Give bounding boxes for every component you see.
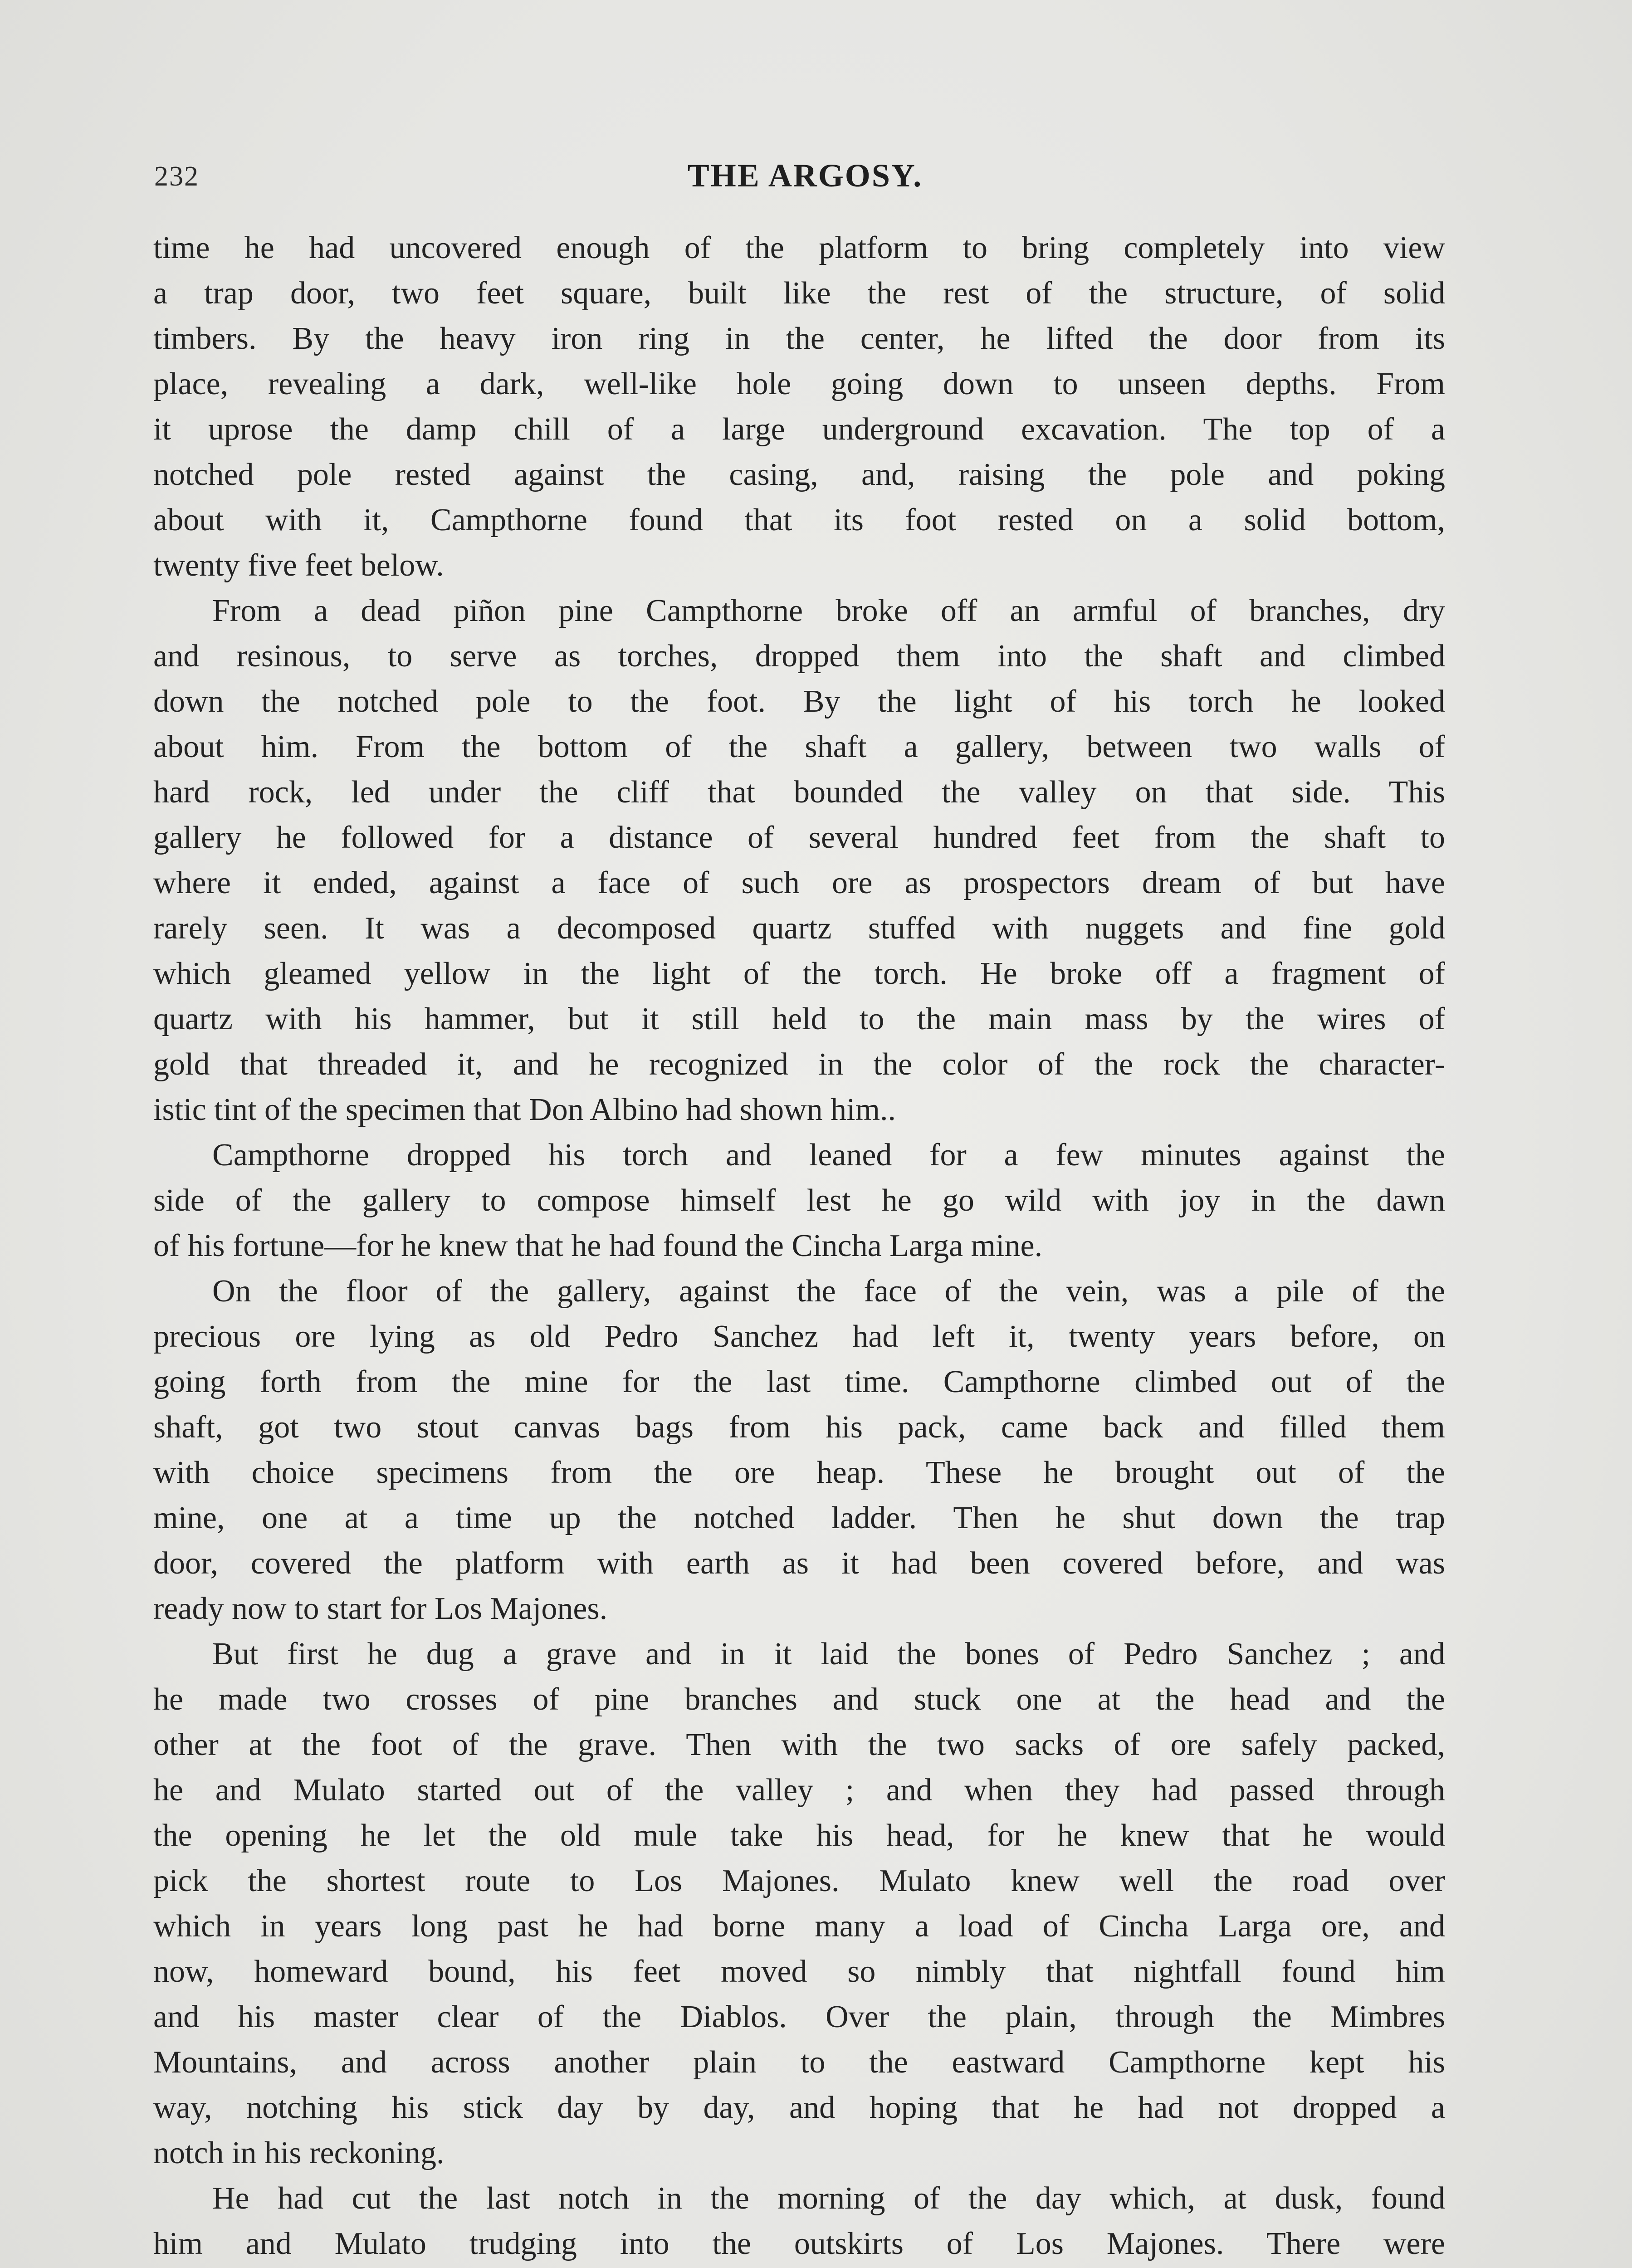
text-line: On the floor of the gallery, against the face of the vein, was a pile of the <box>212 1274 1445 1309</box>
text-line: way, notching his stick day by day, and hoping that he had not dropped a <box>153 2090 1445 2125</box>
text-line: istic tint of the specimen that Don Albino had shown him.. <box>153 1092 896 1127</box>
text-line: which in years long past he had borne many a load of Cincha Larga ore, and <box>153 1909 1445 1944</box>
text-line: with choice specimens from the ore heap. These he brought out of the <box>153 1455 1445 1490</box>
text-line: timbers. By the heavy iron ring in the center, he lifted the door from its <box>153 321 1445 356</box>
text-line: a trap door, two feet square, built like the rest of the structure, of solid <box>153 276 1445 311</box>
text-line: rarely seen. It was a decomposed quartz stuffed with nuggets and fine gold <box>153 911 1445 946</box>
text-line: he and Mulato started out of the valley ; and when they had passed through <box>153 1773 1445 1808</box>
text-line: where it ended, against a face of such ore as prospectors dream of but have <box>153 865 1445 900</box>
text-line: shaft, got two stout canvas bags from his pack, came back and filled them <box>153 1410 1445 1445</box>
text-line: But first he dug a grave and in it laid the bones of Pedro Sanchez ; and <box>212 1637 1445 1672</box>
text-line: quartz with his hammer, but it still held to the main mass by the wires of <box>153 1002 1445 1036</box>
text-line: place, revealing a dark, well-like hole going down to unseen depths. From <box>153 367 1445 401</box>
text-line: he made two crosses of pine branches and stuck one at the head and the <box>153 1682 1445 1717</box>
article-body <box>153 225 1445 2268</box>
text-line: He had cut the last notch in the morning of the day which, at dusk, found <box>212 2181 1445 2216</box>
text-line: side of the gallery to compose himself lest he go wild with joy in the dawn <box>153 1183 1445 1218</box>
text-line: other at the foot of the grave. Then with the two sacks of ore safely packed, <box>153 1727 1445 1762</box>
text-line: now, homeward bound, his feet moved so nimbly that nightfall found him <box>153 1954 1445 1989</box>
text-line: Mountains, and across another plain to the eastward Campthorne kept his <box>153 2045 1445 2080</box>
page-number: 232 <box>154 161 199 192</box>
text-line: From a dead piñon pine Campthorne broke off an armful of branches, dry <box>212 593 1445 628</box>
text-line: and his master clear of the Diablos. Over the plain, through the Mimbres <box>153 1999 1445 2034</box>
text-line: gold that threaded it, and he recognized in the color of the rock the character- <box>153 1047 1445 1082</box>
text-line: going forth from the mine for the last time. Campthorne climbed out of the <box>153 1364 1445 1399</box>
text-line: time he had uncovered enough of the platform to bring completely into view <box>153 230 1445 265</box>
text-line: twenty five feet below. <box>153 548 444 583</box>
running-title: THE ARGOSY. <box>687 157 923 194</box>
text-line: and resinous, to serve as torches, dropped them into the shaft and climbed <box>153 639 1445 674</box>
text-line: hard rock, led under the cliff that bounded the valley on that side. This <box>153 775 1445 810</box>
text-line: which gleamed yellow in the light of the torch. He broke off a fragment of <box>153 956 1445 991</box>
text-line: notched pole rested against the casing, and, raising the pole and poking <box>153 457 1445 492</box>
text-line: precious ore lying as old Pedro Sanchez had left it, twenty years before, on <box>153 1319 1445 1354</box>
text-line: ready now to start for Los Majones. <box>153 1591 608 1626</box>
text-line: about him. From the bottom of the shaft a gallery, between two walls of <box>153 729 1445 764</box>
text-line: pick the shortest route to Los Majones. Mulato knew well the road over <box>153 1863 1445 1898</box>
text-line: of his fortune—for he knew that he had found the Cincha Larga mine. <box>153 1228 1043 1263</box>
text-line: the opening he let the old mule take his head, for he knew that he would <box>153 1818 1445 1853</box>
text-line: about with it, Campthorne found that its foot rested on a solid bottom, <box>153 503 1445 538</box>
text-line: gallery he followed for a distance of several hundred feet from the shaft to <box>153 820 1445 855</box>
text-line: him and Mulato trudging into the outskirts of Los Majones. There were <box>153 2226 1445 2261</box>
text-line: door, covered the platform with earth as it had been covered before, and was <box>153 1546 1445 1581</box>
text-line: down the notched pole to the foot. By the light of his torch he looked <box>153 684 1445 719</box>
text-line: mine, one at a time up the notched ladder. Then he shut down the trap <box>153 1501 1445 1535</box>
text-line: notch in his reckoning. <box>153 2136 445 2170</box>
page-header <box>154 152 1456 198</box>
text-line: it uprose the damp chill of a large underground excavation. The top of a <box>153 412 1445 447</box>
text-line: Campthorne dropped his torch and leaned for a few minutes against the <box>212 1138 1445 1173</box>
